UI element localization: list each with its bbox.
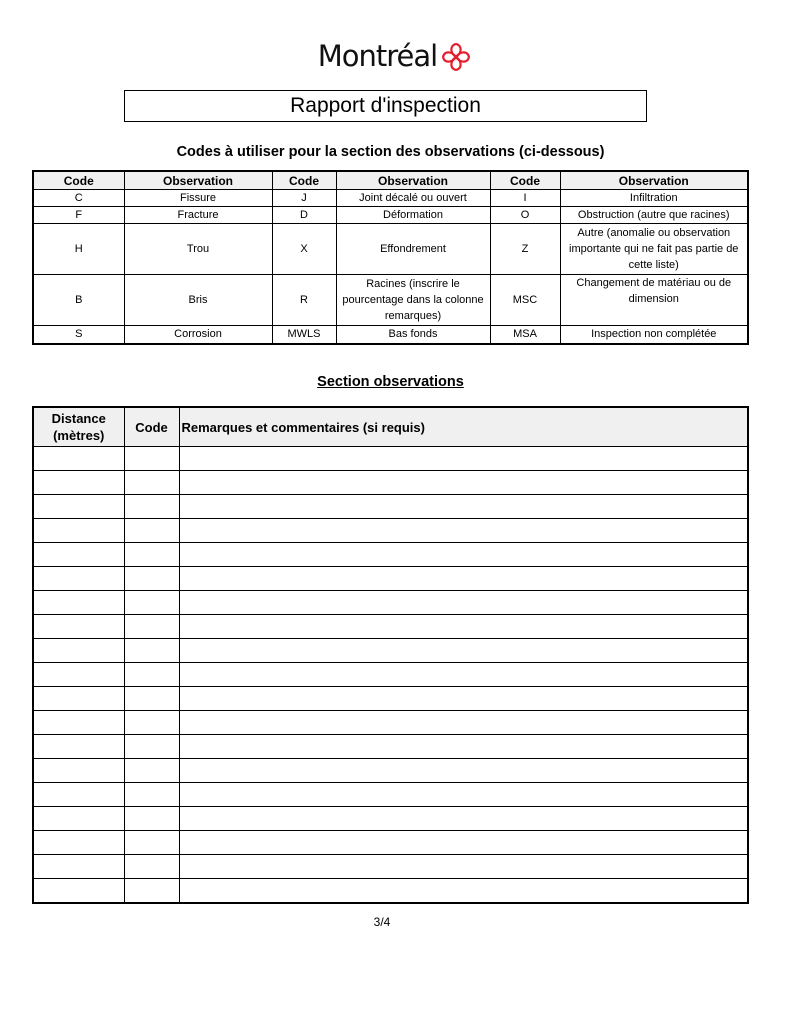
observation-row [33, 519, 748, 543]
observations-table [32, 406, 749, 904]
remarks-input-cell[interactable] [179, 519, 748, 543]
distance-input-cell[interactable] [33, 855, 124, 879]
remarks-input-cell[interactable] [179, 495, 748, 519]
remarks-input-cell[interactable] [179, 639, 748, 663]
distance-input-cell[interactable] [33, 447, 124, 471]
observation-cell: Trou [124, 224, 272, 275]
remarks-input-cell[interactable] [179, 807, 748, 831]
code-input-cell[interactable] [124, 567, 179, 591]
code-cell: R [272, 275, 336, 326]
observation-row [33, 855, 748, 879]
montreal-rosette-icon [439, 40, 473, 74]
distance-input-cell[interactable] [33, 615, 124, 639]
observation-cell: Fissure [124, 190, 272, 207]
col-header-observation: Observation [560, 171, 748, 190]
observation-row [33, 495, 748, 519]
code-cell: I [490, 190, 560, 207]
distance-input-cell[interactable] [33, 831, 124, 855]
montreal-logo [0, 36, 791, 76]
code-cell: J [272, 190, 336, 207]
distance-input-cell[interactable] [33, 735, 124, 759]
observation-cell: Infiltration [560, 190, 748, 207]
observation-row [33, 711, 748, 735]
col-header-code: Code [490, 171, 560, 190]
observation-row [33, 615, 748, 639]
page-number: 3/4 [373, 915, 391, 929]
code-input-cell[interactable] [124, 855, 179, 879]
distance-input-cell[interactable] [33, 519, 124, 543]
remarks-input-cell[interactable] [179, 615, 748, 639]
remarks-input-cell[interactable] [179, 567, 748, 591]
distance-input-cell[interactable] [33, 471, 124, 495]
remarks-input-cell[interactable] [179, 543, 748, 567]
logo-text: Montréal [317, 39, 438, 73]
distance-input-cell[interactable] [33, 567, 124, 591]
remarks-input-cell[interactable] [179, 855, 748, 879]
observations-body [33, 447, 748, 904]
code-input-cell[interactable] [124, 759, 179, 783]
code-cell: C [33, 190, 124, 207]
code-input-cell[interactable] [124, 663, 179, 687]
observation-row [33, 687, 748, 711]
observation-row [33, 879, 748, 904]
remarks-input-cell[interactable] [179, 879, 748, 904]
code-cell: MSA [490, 326, 560, 344]
observation-row [33, 735, 748, 759]
observation-row [33, 471, 748, 495]
codes-row [33, 224, 748, 275]
observation-cell: Effondrement [336, 224, 490, 275]
code-input-cell[interactable] [124, 735, 179, 759]
code-cell: H [33, 224, 124, 275]
col-header-observation: Observation [124, 171, 272, 190]
code-input-cell[interactable] [124, 831, 179, 855]
remarks-input-cell[interactable] [179, 591, 748, 615]
distance-input-cell[interactable] [33, 663, 124, 687]
remarks-input-cell[interactable] [179, 831, 748, 855]
col-header-code: Code [124, 407, 179, 447]
code-input-cell[interactable] [124, 495, 179, 519]
distance-input-cell[interactable] [33, 879, 124, 904]
observation-cell: Autre (anomalie ou observation importante qui ne fait pas partie de cette liste) [560, 224, 748, 275]
col-header-code: Code [272, 171, 336, 190]
distance-input-cell[interactable] [33, 543, 124, 567]
code-input-cell[interactable] [124, 471, 179, 495]
observation-row [33, 759, 748, 783]
observation-cell: Changement de matériau ou de dimension [560, 275, 748, 326]
codes-heading: Codes à utiliser pour la section des observations (ci-dessous) [176, 144, 605, 160]
code-input-cell[interactable] [124, 807, 179, 831]
code-input-cell[interactable] [124, 639, 179, 663]
observation-cell: Bas fonds [336, 326, 490, 344]
codes-row [33, 190, 748, 207]
code-cell: Z [490, 224, 560, 275]
codes-row [33, 326, 748, 344]
observation-row [33, 591, 748, 615]
col-header-remarks: Remarques et commentaires (si requis) [179, 407, 748, 447]
observation-row [33, 831, 748, 855]
code-input-cell[interactable] [124, 447, 179, 471]
distance-input-cell[interactable] [33, 591, 124, 615]
observation-cell: Déformation [336, 207, 490, 224]
remarks-input-cell[interactable] [179, 711, 748, 735]
observation-row [33, 663, 748, 687]
remarks-input-cell[interactable] [179, 735, 748, 759]
remarks-input-cell[interactable] [179, 783, 748, 807]
codes-table [32, 170, 749, 345]
code-cell: MSC [490, 275, 560, 326]
code-input-cell[interactable] [124, 519, 179, 543]
codes-row [33, 207, 748, 224]
code-cell: X [272, 224, 336, 275]
col-header-code: Code [33, 171, 124, 190]
code-input-cell[interactable] [124, 591, 179, 615]
distance-input-cell[interactable] [33, 783, 124, 807]
remarks-input-cell[interactable] [179, 447, 748, 471]
observation-cell: Racines (inscrire le pourcentage dans la colonne remarques) [336, 275, 490, 326]
observation-cell: Corrosion [124, 326, 272, 344]
remarks-input-cell[interactable] [179, 471, 748, 495]
col-header-distance: Distance (mètres) [33, 407, 124, 447]
code-cell: F [33, 207, 124, 224]
observation-row [33, 543, 748, 567]
report-title: Rapport d'inspection [124, 90, 647, 122]
observations-heading: Section observations [317, 374, 464, 390]
distance-input-cell[interactable] [33, 687, 124, 711]
codes-row [33, 275, 748, 326]
observation-cell: Bris [124, 275, 272, 326]
code-input-cell[interactable] [124, 687, 179, 711]
observation-cell: Inspection non complétée [560, 326, 748, 344]
code-input-cell[interactable] [124, 711, 179, 735]
remarks-input-cell[interactable] [179, 663, 748, 687]
code-input-cell[interactable] [124, 543, 179, 567]
distance-input-cell[interactable] [33, 639, 124, 663]
codes-header-row [33, 171, 748, 190]
code-cell: O [490, 207, 560, 224]
distance-input-cell[interactable] [33, 495, 124, 519]
observation-row [33, 783, 748, 807]
observation-cell: Fracture [124, 207, 272, 224]
code-input-cell[interactable] [124, 879, 179, 904]
distance-input-cell[interactable] [33, 807, 124, 831]
code-cell: B [33, 275, 124, 326]
observation-row [33, 807, 748, 831]
observation-row [33, 447, 748, 471]
distance-input-cell[interactable] [33, 711, 124, 735]
col-header-observation: Observation [336, 171, 490, 190]
observation-row [33, 639, 748, 663]
observation-row [33, 567, 748, 591]
observation-cell: Joint décalé ou ouvert [336, 190, 490, 207]
observations-header-row [33, 407, 748, 447]
code-input-cell[interactable] [124, 615, 179, 639]
code-cell: D [272, 207, 336, 224]
observation-cell: Obstruction (autre que racines) [560, 207, 748, 224]
code-cell: S [33, 326, 124, 344]
code-cell: MWLS [272, 326, 336, 344]
distance-input-cell[interactable] [33, 759, 124, 783]
code-input-cell[interactable] [124, 783, 179, 807]
remarks-input-cell[interactable] [179, 759, 748, 783]
remarks-input-cell[interactable] [179, 687, 748, 711]
